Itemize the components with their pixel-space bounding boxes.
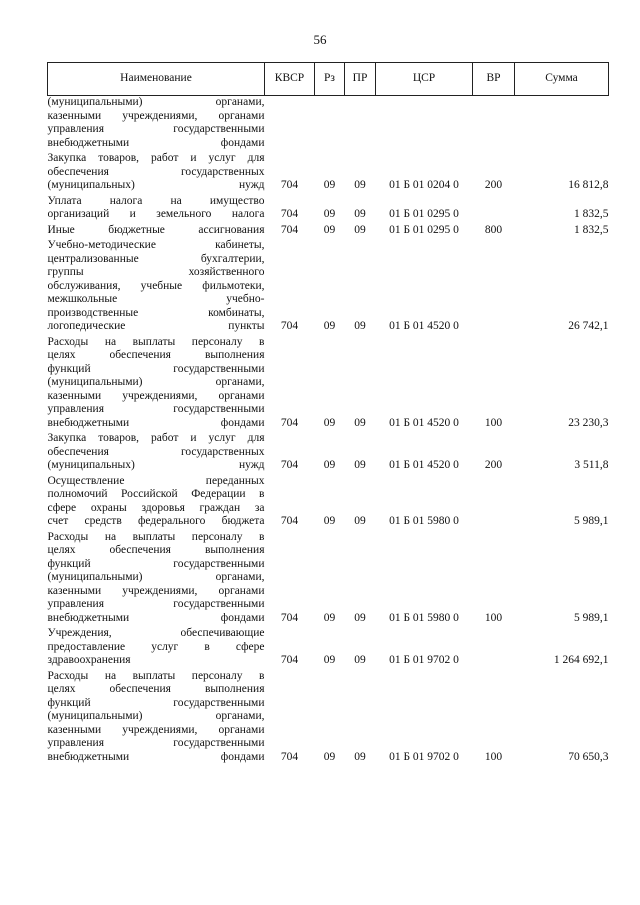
table-row (48, 473, 609, 529)
row-name-line: организаций и земельного налога (47, 208, 265, 220)
row-pr: 09 (354, 320, 366, 332)
row-name-line: полномочий Российской Федерации в (47, 488, 265, 500)
row-name-line: Учебно-методические кабинеты, (47, 239, 265, 251)
row-pr: 09 (354, 416, 366, 429)
row-pr: 09 (354, 654, 366, 666)
row-name-line: Закупка товаров, работ и услуг для (47, 432, 265, 444)
row-name-line: внебюджетными фондами (47, 136, 265, 149)
row-vr: 100 (484, 611, 503, 624)
row-sum: 26 742,1 (568, 320, 609, 332)
row-vr (473, 193, 515, 222)
row-name-line: функций государственными (47, 696, 265, 709)
row-name-line: казенными учреждениями, органами (47, 109, 265, 122)
row-name-line: (муниципальными) органами, (47, 96, 265, 108)
row-vr: 100 (484, 750, 503, 763)
row-sum: 1 832,5 (574, 223, 609, 236)
row-pr: 09 (354, 208, 366, 220)
row-kvsr: 704 (280, 320, 299, 332)
row-rz: 09 (323, 654, 336, 666)
row-kvsr: 704 (280, 416, 299, 429)
row-name-line: (муниципальных) нужд (47, 459, 265, 471)
row-rz: 09 (323, 750, 336, 763)
row-csr: 01 Б 01 9702 0 (389, 654, 459, 666)
row-pr: 09 (354, 223, 366, 236)
row-sum: 5 989,1 (574, 611, 609, 624)
row-sum: 23 230,3 (568, 416, 609, 429)
row-name-line: обеспечения государственных (47, 445, 265, 458)
table-row (48, 668, 609, 765)
row-pr: 09 (354, 750, 366, 763)
row-name-line: межшкольные учебно- (47, 293, 265, 305)
row-name-line: управления государственными (47, 737, 265, 749)
row-vr: 800 (484, 223, 503, 236)
row-name-line: Учреждения, обеспечивающие (47, 627, 265, 639)
row-name-line: сфере охраны здоровья граждан за (47, 501, 265, 514)
table-row (48, 334, 609, 431)
column-header-pr: ПР (345, 63, 376, 96)
row-sum (515, 96, 609, 151)
row-name-line: управления государственными (47, 598, 265, 610)
column-header-rz: Рз (315, 63, 345, 96)
table-row (48, 237, 609, 334)
row-vr (473, 96, 515, 151)
row-name-line: Уплата налога на имущество (47, 194, 265, 207)
row-kvsr: 704 (280, 515, 299, 527)
row-rz: 09 (323, 320, 336, 332)
row-name-line: группы хозяйственного (47, 266, 265, 278)
row-name-line: целях обеспечения выполнения (47, 349, 265, 361)
row-name (48, 96, 265, 151)
row-csr: 01 Б 01 4520 0 (389, 416, 459, 429)
row-name-line: функций государственными (47, 362, 265, 375)
row-name-line: казенными учреждениями, органами (47, 723, 265, 736)
row-name-line: обслуживания, учебные фильмотеки, (47, 279, 265, 292)
row-name (48, 237, 265, 334)
row-name-line: (муниципальными) органами, (47, 710, 265, 722)
row-rz: 09 (323, 179, 336, 191)
row-sum: 70 650,3 (568, 750, 609, 763)
row-vr (473, 237, 515, 334)
row-name-line: Закупка товаров, работ и услуг для (47, 152, 265, 164)
table-row (48, 222, 609, 238)
row-sum: 3 511,8 (574, 459, 609, 471)
row-sum: 16 812,8 (568, 179, 609, 191)
row-name (48, 334, 265, 431)
row-rz: 09 (323, 459, 336, 471)
table-row (48, 150, 609, 193)
row-name-line: Расходы на выплаты персоналу в (47, 669, 265, 682)
row-name-line: Расходы на выплаты персоналу в (47, 335, 265, 348)
row-name (48, 430, 265, 473)
table-row (48, 430, 609, 473)
row-vr (473, 473, 515, 529)
column-header-kvsr: КВСР (265, 63, 315, 96)
row-csr: 01 Б 01 0204 0 (389, 179, 459, 191)
row-name-line: управления государственными (47, 403, 265, 415)
row-name (48, 473, 265, 529)
row-name-line: логопедические пункты (47, 320, 265, 332)
row-name-line: предоставление услуг в сфере (47, 640, 265, 653)
column-header-name: Наименование (48, 63, 265, 96)
row-sum: 1 264 692,1 (553, 654, 609, 666)
row-sum: 1 832,5 (574, 208, 609, 220)
row-pr: 09 (354, 611, 366, 624)
row-rz: 09 (323, 208, 336, 220)
row-name-line: функций государственными (47, 557, 265, 570)
row-name-line: счет средств федерального бюджета (47, 515, 265, 527)
row-csr: 01 Б 01 5980 0 (389, 515, 459, 527)
row-name-line: целях обеспечения выполнения (47, 544, 265, 556)
row-name (48, 529, 265, 626)
row-name (48, 150, 265, 193)
row-csr: 01 Б 01 0295 0 (389, 208, 459, 220)
row-name-line: централизованные бухгалтерии, (47, 252, 265, 265)
row-name-line: целях обеспечения выполнения (47, 683, 265, 695)
row-kvsr: 704 (280, 750, 299, 763)
row-csr: 01 Б 01 4520 0 (389, 320, 459, 332)
page-number: 56 (313, 32, 327, 47)
column-header-vr: ВР (473, 63, 515, 96)
row-name-line: управления государственными (47, 123, 265, 135)
row-name-line: здравоохранения (47, 654, 131, 666)
row-kvsr: 704 (280, 654, 299, 666)
row-name-line: Осуществление переданных (47, 474, 265, 487)
row-csr: 01 Б 01 0295 0 (389, 223, 459, 236)
row-pr (345, 96, 376, 151)
table-header-row (48, 63, 609, 96)
row-name-line: Иные бюджетные ассигнования (47, 223, 265, 236)
row-name-line: внебюджетными фондами (47, 611, 265, 624)
row-name (48, 222, 265, 238)
row-name-line: казенными учреждениями, органами (47, 389, 265, 402)
row-vr: 200 (484, 179, 503, 191)
budget-table (47, 62, 609, 764)
table-row (48, 193, 609, 222)
row-rz: 09 (323, 223, 336, 236)
row-rz (315, 96, 345, 151)
table-row (48, 625, 609, 668)
row-vr: 100 (484, 416, 503, 429)
row-sum: 5 989,1 (574, 515, 609, 527)
row-kvsr: 704 (280, 611, 299, 624)
row-name-line: (муниципальных) нужд (47, 179, 265, 191)
row-vr: 200 (484, 459, 503, 471)
row-name-line: казенными учреждениями, органами (47, 584, 265, 597)
row-rz: 09 (323, 611, 336, 624)
row-name-line: (муниципальными) органами, (47, 571, 265, 583)
row-name-line: внебюджетными фондами (47, 750, 265, 763)
row-rz: 09 (323, 515, 336, 527)
row-kvsr: 704 (280, 179, 299, 191)
table-row (48, 96, 609, 151)
row-csr (376, 96, 473, 151)
row-csr: 01 Б 01 4520 0 (389, 459, 459, 471)
row-name-line: Расходы на выплаты персоналу в (47, 530, 265, 543)
row-name-line: внебюджетными фондами (47, 416, 265, 429)
row-vr (473, 625, 515, 668)
row-pr: 09 (354, 459, 366, 471)
row-name (48, 625, 265, 668)
table-row (48, 529, 609, 626)
row-name-line: обеспечения государственных (47, 165, 265, 178)
row-name (48, 668, 265, 765)
column-header-csr: ЦСР (376, 63, 473, 96)
row-kvsr (265, 96, 315, 151)
row-csr: 01 Б 01 5980 0 (389, 611, 459, 624)
table-body (48, 96, 609, 765)
column-header-sum: Сумма (515, 63, 609, 96)
row-kvsr: 704 (280, 208, 299, 220)
row-kvsr: 704 (280, 459, 299, 471)
row-pr: 09 (354, 515, 366, 527)
row-name-line: (муниципальными) органами, (47, 376, 265, 388)
row-csr: 01 Б 01 9702 0 (389, 750, 459, 763)
row-pr: 09 (354, 179, 366, 191)
row-name (48, 193, 265, 222)
row-rz: 09 (323, 416, 336, 429)
row-kvsr: 704 (280, 223, 299, 236)
row-name-line: производственные комбинаты, (47, 306, 265, 319)
